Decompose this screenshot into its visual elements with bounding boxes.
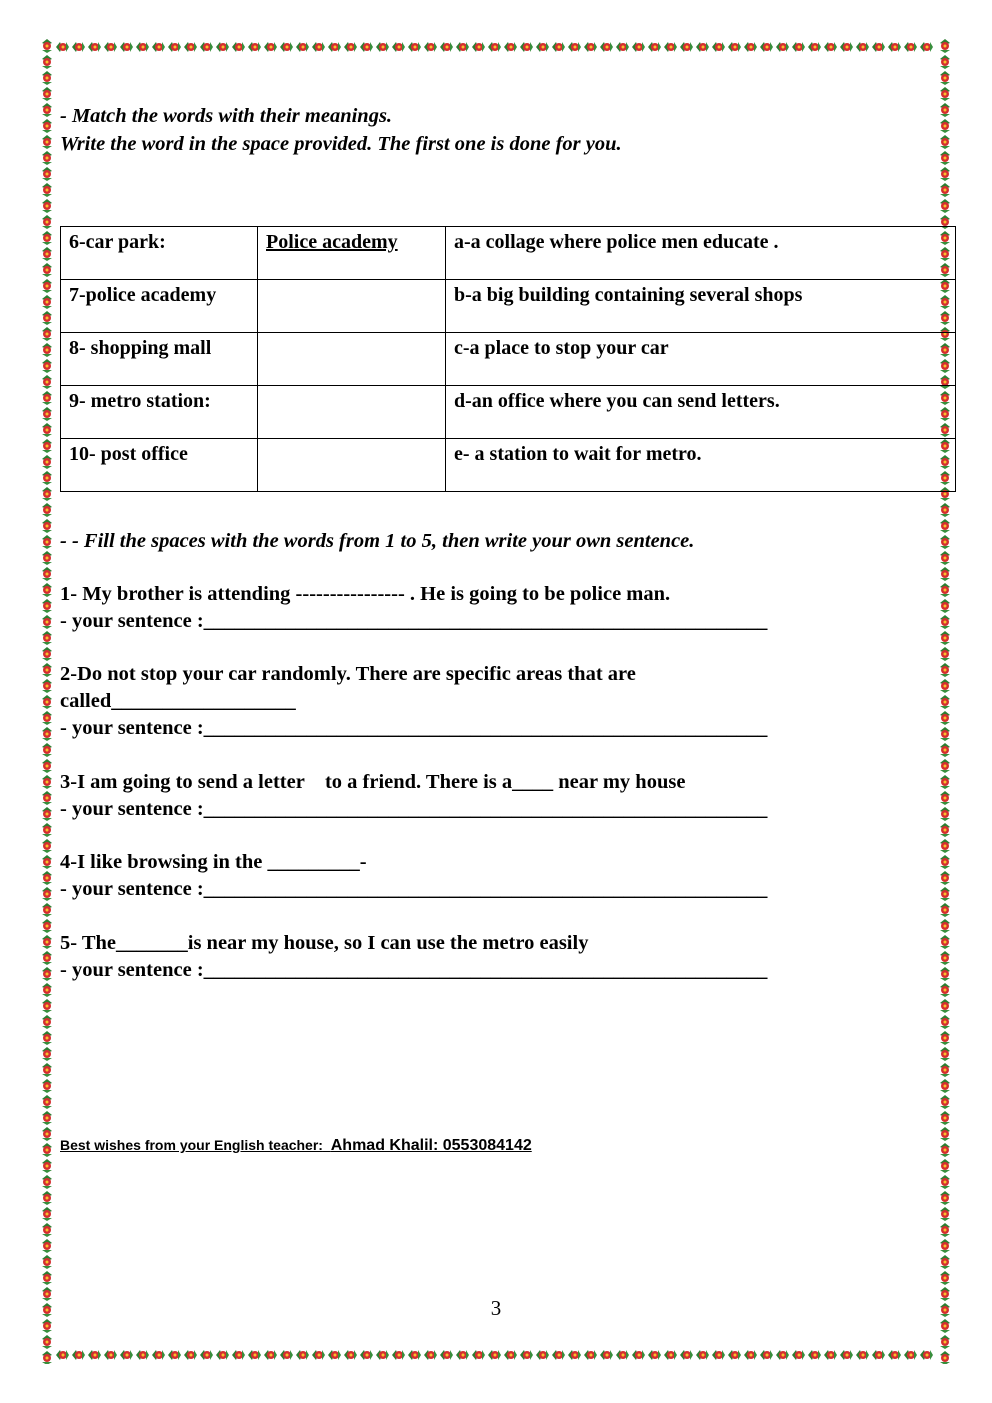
question-4: 4-I like browsing in the _________- <box>60 851 367 873</box>
meaning-cell: a-a collage where police men educate . <box>446 227 956 280</box>
your-sentence-line[interactable]: - your sentence :_______________________________________________________ <box>60 959 768 981</box>
answer-cell[interactable] <box>258 439 446 492</box>
matching-table <box>60 226 956 492</box>
answer-cell[interactable] <box>258 386 446 439</box>
your-sentence-line[interactable]: - your sentence :_______________________________________________________ <box>60 717 768 739</box>
meaning-cell: e- a station to wait for metro. <box>446 439 956 492</box>
word-cell: 7-police academy <box>61 280 258 333</box>
answer-cell[interactable] <box>258 280 446 333</box>
decorative-border-left <box>38 38 56 1364</box>
table-row <box>61 439 956 492</box>
question-2-line2: called__________________ <box>60 690 296 712</box>
answer-cell[interactable] <box>258 333 446 386</box>
question-2-line1: 2-Do not stop your car randomly. There are specific areas that are <box>60 663 636 685</box>
page-number: 3 <box>490 1296 502 1320</box>
word-cell: 8- shopping mall <box>61 333 258 386</box>
decorative-border-bottom <box>38 1346 954 1364</box>
meaning-cell: c-a place to stop your car <box>446 333 956 386</box>
answer-text: Police academy <box>266 231 398 253</box>
table-row <box>61 333 956 386</box>
word-cell: 6-car park: <box>61 227 258 280</box>
question-5: 5- The_______is near my house, so I can use the metro easily <box>60 932 589 954</box>
table-row <box>61 227 956 280</box>
teacher-name: Ahmad Khalil: 0553084142 <box>330 1137 532 1154</box>
match-instruction-line1: - Match the words with their meanings. <box>60 105 393 127</box>
question-1: 1- My brother is attending ---------------- . He is going to be police man. <box>60 583 671 605</box>
table-row <box>61 280 956 333</box>
table-row <box>61 386 956 439</box>
answer-cell[interactable] <box>258 227 446 280</box>
fill-instruction: - - Fill the spaces with the words from 1 to 5, then write your own sentence. <box>60 530 695 552</box>
meaning-cell: b-a big building containing several shops <box>446 280 956 333</box>
question-3: 3-I am going to send a letter to a friend. There is a____ near my house <box>60 771 686 793</box>
word-cell: 10- post office <box>61 439 258 492</box>
match-instruction-line2: Write the word in the space provided. The first one is done for you. <box>60 133 622 155</box>
your-sentence-line[interactable]: - your sentence :_______________________________________________________ <box>60 798 768 820</box>
meaning-cell: d-an office where you can send letters. <box>446 386 956 439</box>
your-sentence-line[interactable]: - your sentence :_______________________________________________________ <box>60 878 768 900</box>
word-cell: 9- metro station: <box>61 386 258 439</box>
decorative-border-top <box>38 38 954 56</box>
footer-label: Best wishes from your English teacher: <box>60 1137 323 1153</box>
footer-signature <box>60 1137 532 1155</box>
your-sentence-line[interactable]: - your sentence :_______________________________________________________ <box>60 610 768 632</box>
